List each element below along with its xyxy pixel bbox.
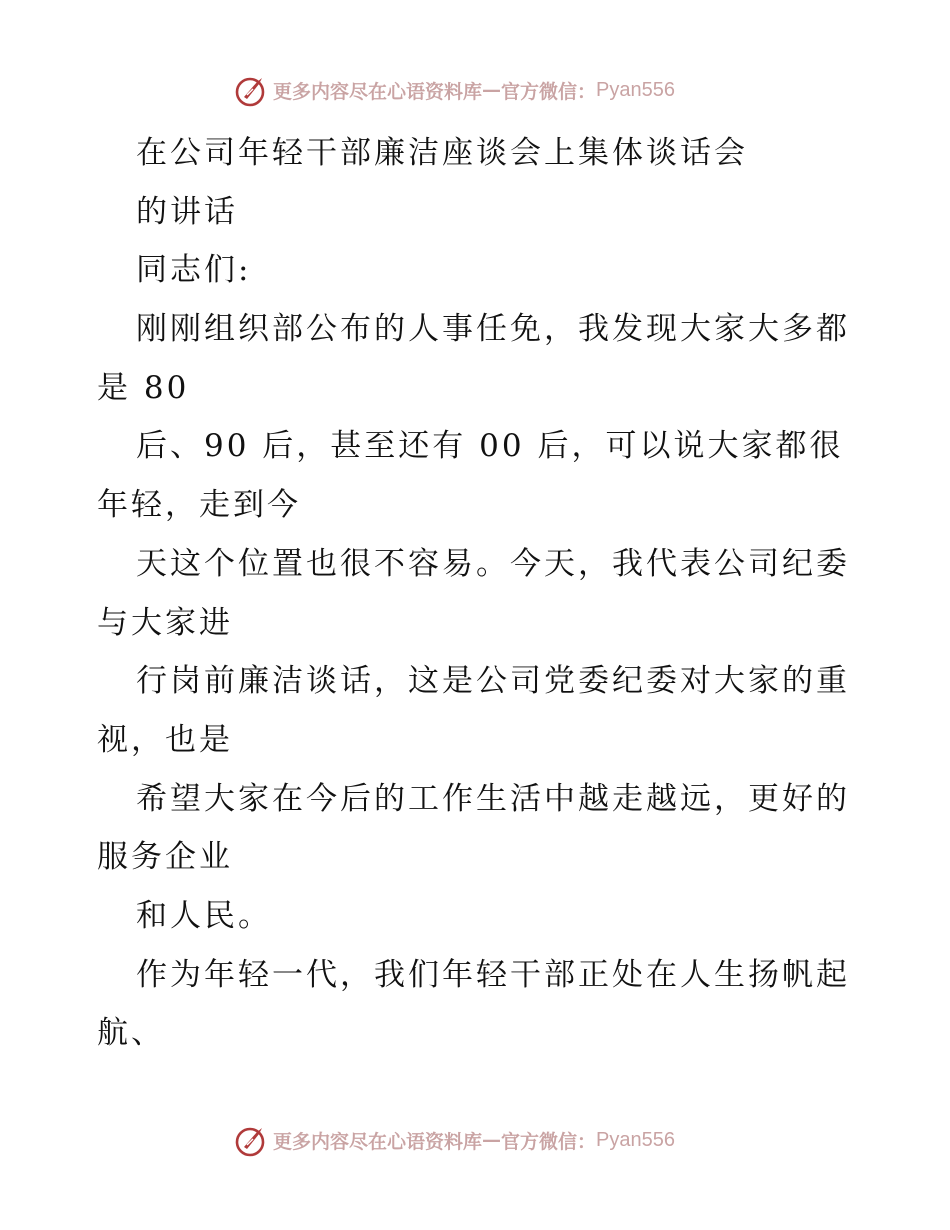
watermark-dash: — <box>482 79 502 101</box>
paragraph-line: 行岗前廉洁谈话，这是公司党委纪委对大家的重 <box>136 663 850 700</box>
paragraph-line: 天这个位置也很不容易。今天，我代表公司纪委 <box>136 545 850 582</box>
paragraph-line: 作为年轻一代，我们年轻干部正处在人生扬帆起 <box>136 956 850 993</box>
watermark-wechat-id: Pyan556 <box>596 1128 675 1151</box>
paragraph-line: 年轻，走到今 <box>97 487 301 524</box>
paragraph-line: 刚刚组织部公布的人事任免，我发现大家大多都 <box>136 311 850 348</box>
watermark-wechat-id: Pyan556 <box>596 78 675 101</box>
watermark-site-text: 更多内容尽在心语资料库 <box>273 1130 483 1153</box>
watermark-dash: — <box>482 1129 502 1151</box>
paragraph-line: 视，也是 <box>97 721 233 758</box>
watermark-wechat-label: 官方微信： <box>501 1130 597 1153</box>
paragraph-line: 服务企业 <box>97 839 233 876</box>
watermark-wechat-label: 官方微信： <box>501 80 597 103</box>
document-title: 在公司年轻干部廉洁座谈会上集体谈话会 <box>136 135 748 171</box>
quill-logo-icon <box>235 1123 269 1157</box>
paragraph-line: 和人民。 <box>136 897 272 934</box>
paragraph-line: 希望大家在今后的工作生活中越走越远，更好的 <box>136 780 850 817</box>
document-body <box>97 124 857 1063</box>
paragraph-line: 与大家进 <box>97 604 233 641</box>
document-title-continued: 的讲话 <box>136 193 238 230</box>
header-watermark <box>235 72 675 108</box>
salutation: 同志们: <box>136 252 252 289</box>
watermark-site-text: 更多内容尽在心语资料库 <box>273 80 483 103</box>
paragraph-line: 后、90 后，甚至还有 00 后，可以说大家都很 <box>136 428 844 465</box>
paragraph-line: 航、 <box>97 1015 165 1052</box>
footer-watermark <box>235 1122 675 1158</box>
paragraph-line: 是 80 <box>97 369 190 406</box>
quill-logo-icon <box>235 73 269 107</box>
